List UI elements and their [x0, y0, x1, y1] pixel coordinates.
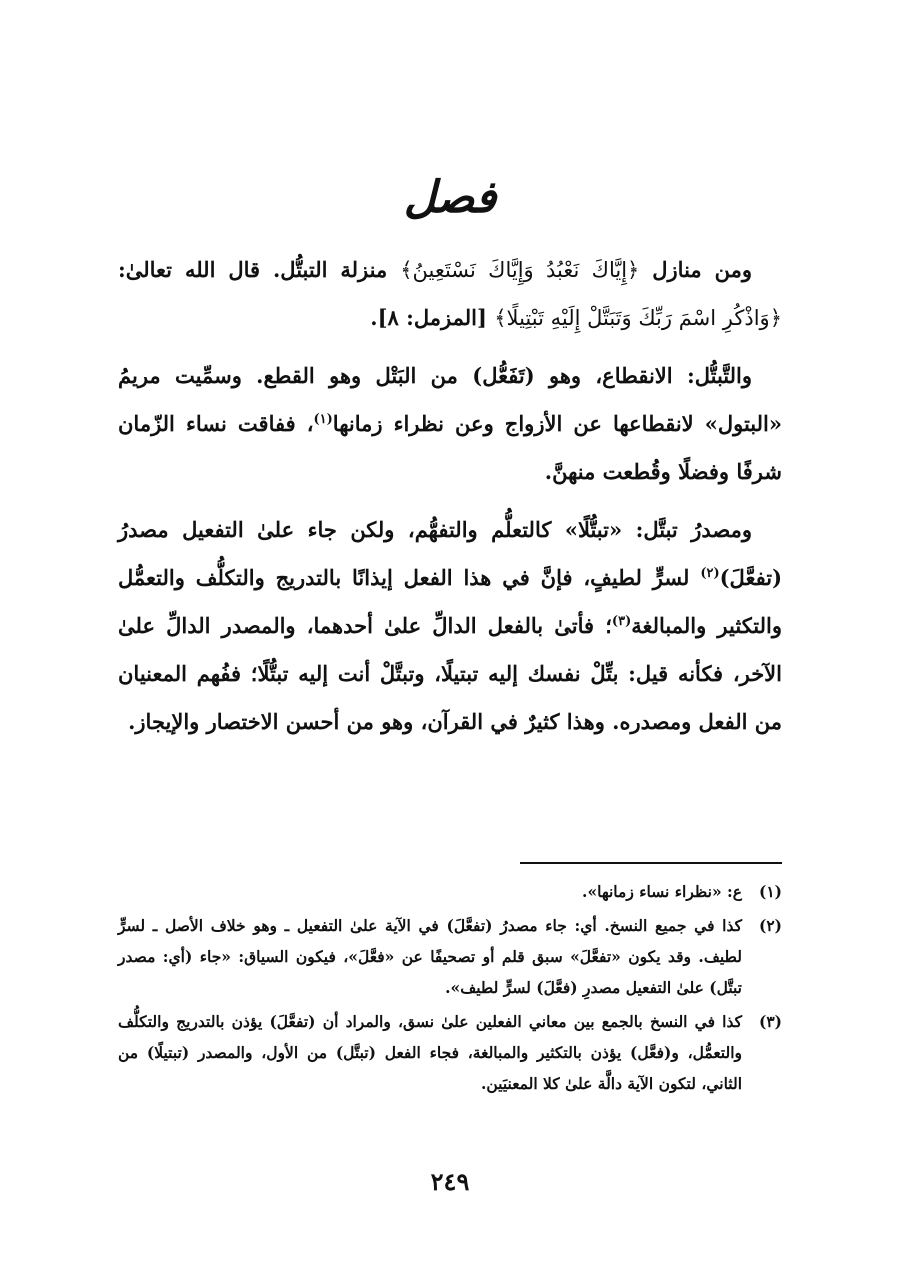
- main-text: [118, 246, 782, 756]
- p1-text-c: منزلة التبتُّل. قال الله تعالىٰ:: [118, 257, 401, 282]
- footnote-number: (٢): [758, 916, 782, 935]
- footnote-ref-1[interactable]: (١): [313, 412, 333, 427]
- footnote-number: (٣): [758, 1012, 782, 1031]
- footnote-item: [118, 910, 782, 1003]
- p3-text-c: ؛ فأتىٰ بالفعل الدالِّ علىٰ أحدهما، والمصدر الدالِّ علىٰ الآخر، فكأنه قيل: بتِّلْ نفسك إليه تبتيلًا، وتبتَّلْ أنت إليه تبتُّلًا؛ ففُهم المعنيان من الفعل ومصدره. وهذا كثيرٌ في القرآن، وهو من أحسن الاختصار والإيجاز.: [118, 613, 782, 734]
- quran-verse-fatiha: ﴿إِيَّاكَ نَعْبُدُ وَإِيَّاكَ نَسْتَعِينُ﴾: [400, 258, 640, 282]
- footnote-text: كذا في النسخ بالجمع بين معاني الفعلين علىٰ نسق، والمراد أن (تفعَّلَ) يؤذن بالتدريج والتكلُّف والتعمُّل، و(فعَّل) يؤذن بالتكثير والمبالغة، فجاء الفعل (تبتَّل) من الأول، والمصدر (تبتيلًا) من الثاني، لتكون الآية دالَّة علىٰ كلا المعنيَين.: [118, 1012, 742, 1093]
- footnote-text: كذا في جميع النسخ. أي: جاء مصدرُ (تفعَّلَ) في الآية علىٰ التفعيل ـ وهو خلاف الأصل ـ لسرٍّ لطيف. وقد يكون «تفعَّلَ» سبق قلم أو تصحيفًا عن «فعَّلَ»، فيكون السياق: «جاء (أي: مصدر تبتَّل) علىٰ التفعيل مصدرِ (فعَّلَ) لسرٍّ لطيف».: [118, 916, 742, 997]
- footnote-text: ع: «نظراء نساء زمانها».: [582, 882, 742, 901]
- footnote-ref-3[interactable]: (٣): [611, 614, 632, 629]
- page-number: ٢٤٩: [430, 1167, 470, 1196]
- p3-text-a: ومصدرُ تبتَّل: «تبتُّلًا» كالتعلُّم والتفهُّم، ولكن جاء علىٰ التفعيل مصدرُ (تفعَّلَ): [118, 517, 782, 590]
- paragraph-1: [118, 246, 782, 342]
- paragraph-3: [118, 506, 782, 746]
- paragraph-2: [118, 352, 782, 496]
- footnote-item: [118, 1006, 782, 1099]
- footnote-number: (١): [758, 882, 782, 901]
- footnote-item: [118, 876, 782, 907]
- p3-text-b: لسرٍّ لطيفٍ، فإنَّ في هذا الفعل إيذانًا بالتدريج والتكلُّف والتعمُّل والتكثير والمبالغة: [118, 565, 782, 638]
- quran-verse-muzzammil: ﴿وَاذْكُرِ اسْمَ رَبِّكَ وَتَبَتَّلْ إِلَيْهِ تَبْتِيلًا﴾: [494, 306, 782, 330]
- p1-text-a: ومن منازل: [639, 257, 752, 282]
- p2-text-b: ، ففاقت نساء الزّمان شرفًا وفضلًا وقُطعت منهنَّ.: [118, 411, 782, 484]
- footnotes-section: [118, 876, 782, 1102]
- footnote-divider: [520, 862, 782, 864]
- section-heading: فصل: [403, 172, 497, 223]
- footnote-ref-2[interactable]: (٢): [700, 566, 720, 581]
- verse-reference: [المزمل: ٨].: [370, 305, 495, 330]
- p2-text-a: والتَّبتُّل: الانقطاع، وهو (تَفَعُّل) من البَتْل وهو القطع. وسمِّيت مريمُ «البتول» لانقطاعها عن الأزواج وعن نظراء زمانها: [118, 363, 782, 436]
